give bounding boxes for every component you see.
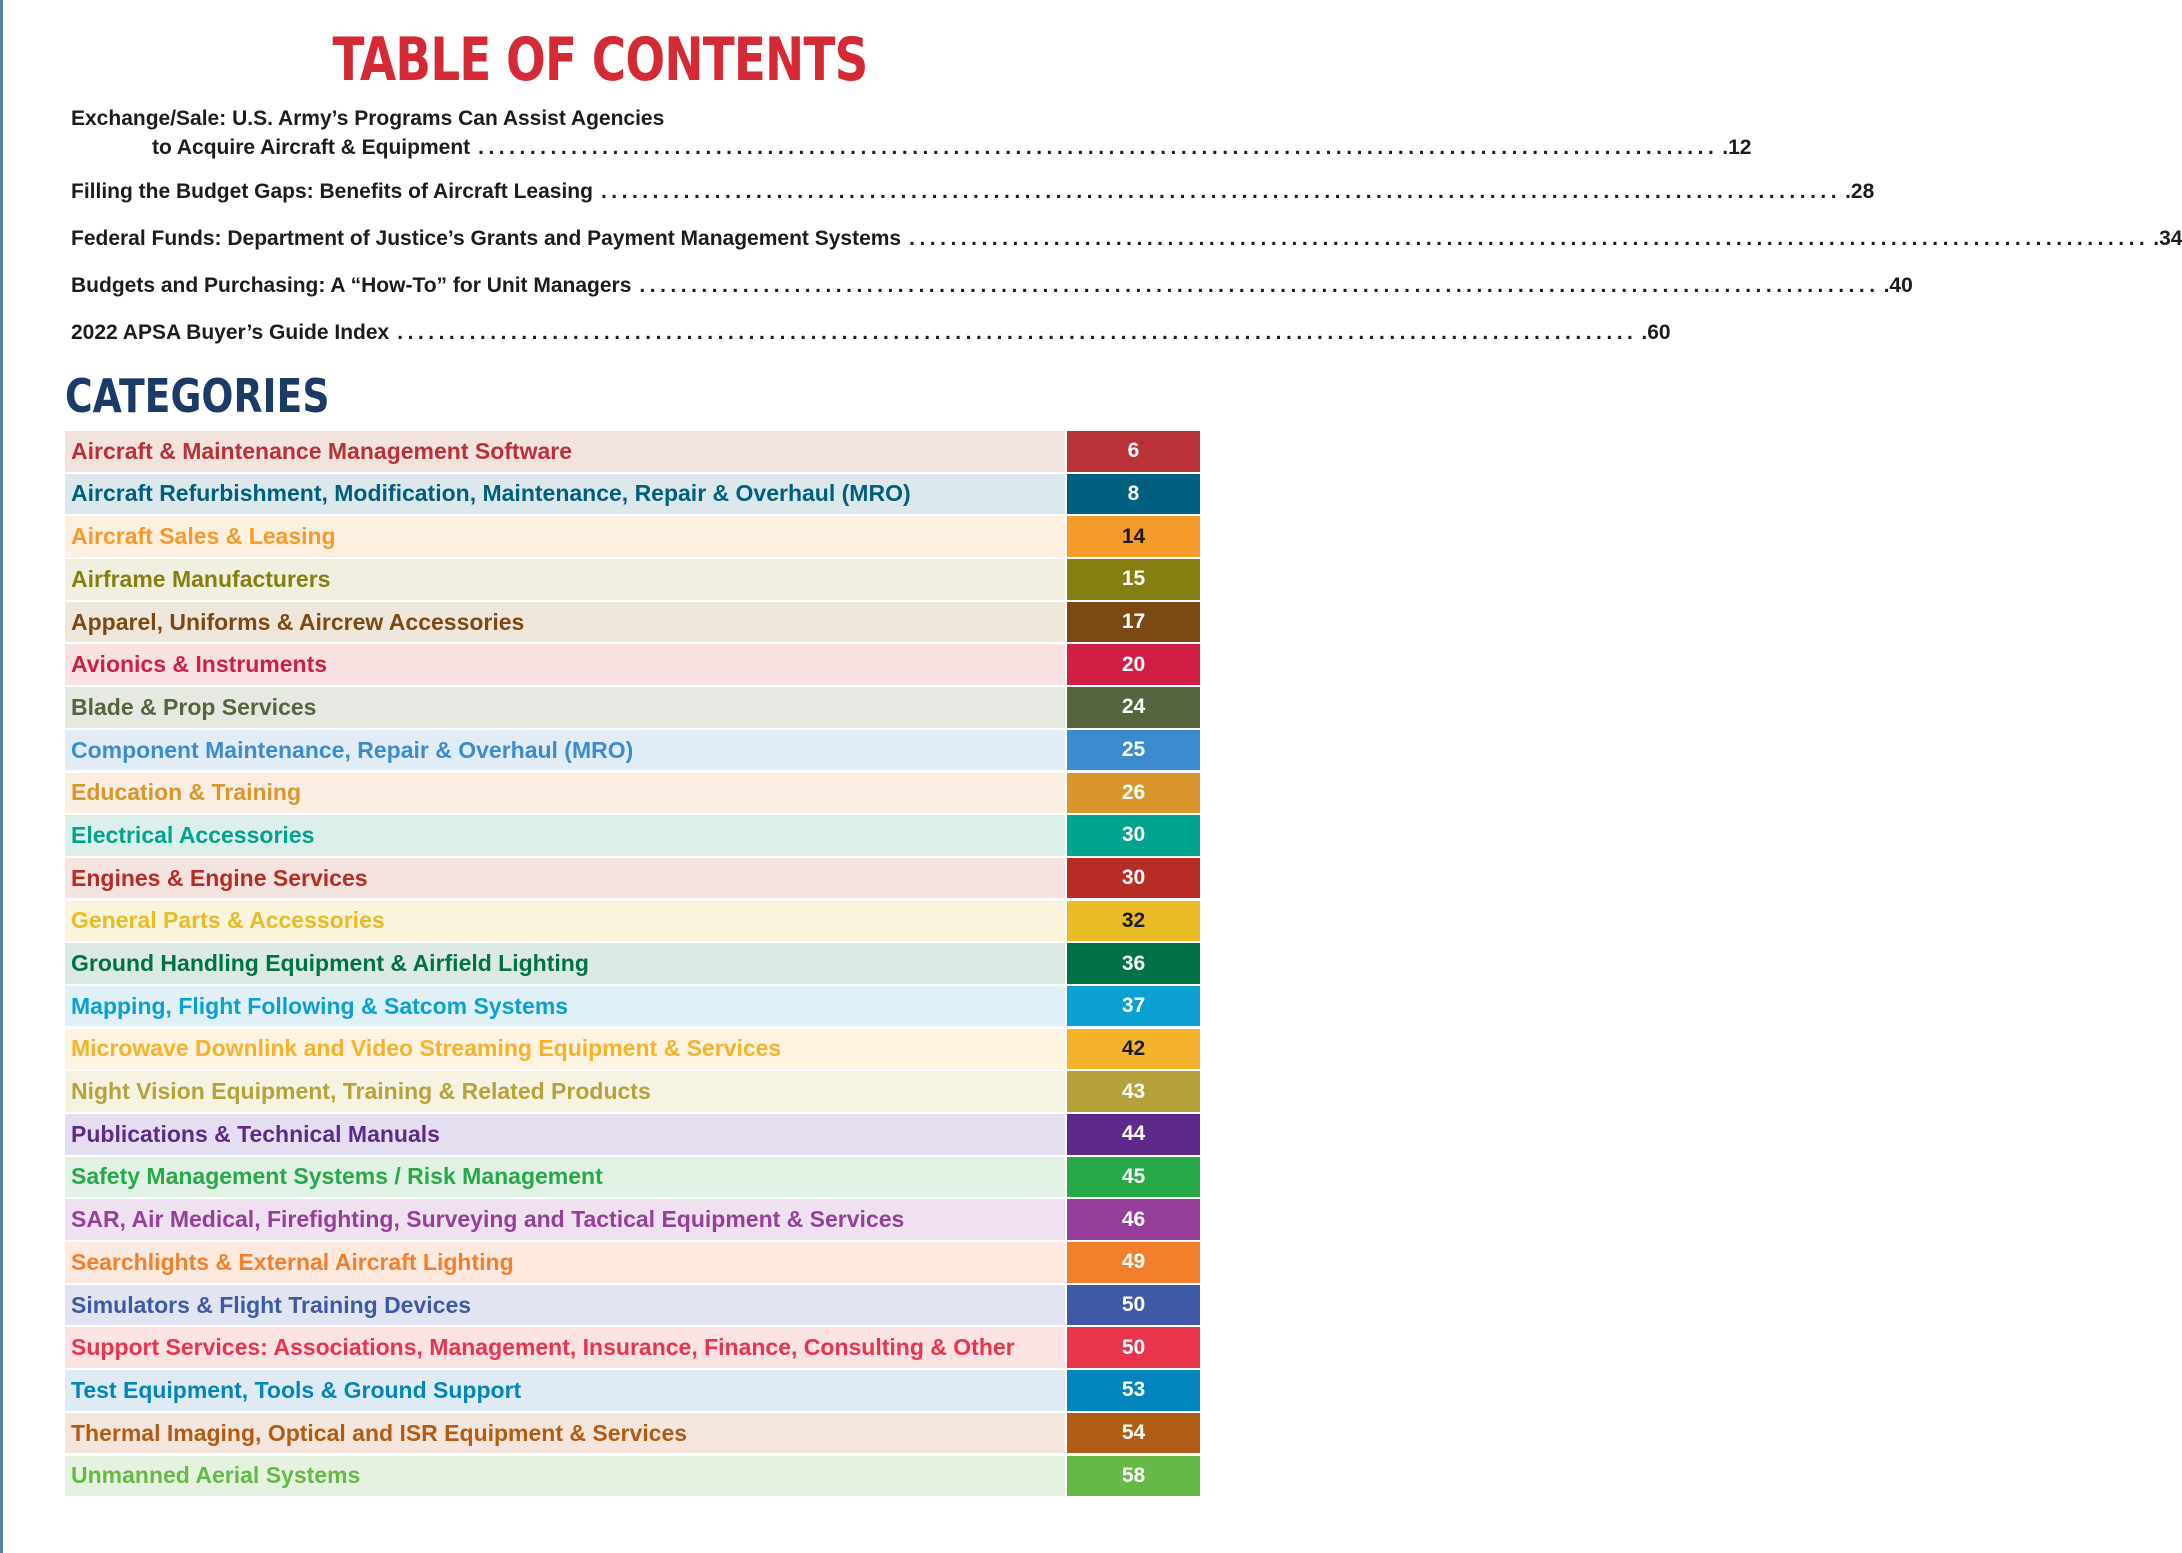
category-name: Night Vision Equipment, Training & Related Products	[65, 1071, 1065, 1112]
dot-leader: ........................................................................................................................	[478, 136, 1719, 159]
category-page-number: 54	[1067, 1413, 1200, 1454]
category-name: Engines & Engine Services	[65, 858, 1065, 899]
category-row[interactable]	[65, 986, 1200, 1027]
category-name: Simulators & Flight Training Devices	[65, 1285, 1065, 1326]
category-name: Microwave Downlink and Video Streaming Equipment & Services	[65, 1029, 1065, 1070]
category-name: Thermal Imaging, Optical and ISR Equipment & Services	[65, 1413, 1065, 1454]
category-page-number: 17	[1067, 602, 1200, 643]
category-page-number: 44	[1067, 1114, 1200, 1155]
category-row[interactable]	[65, 858, 1200, 899]
category-row[interactable]	[65, 815, 1200, 856]
toc-entry-title-cont: to Acquire Aircraft & Equipment	[152, 136, 471, 159]
category-name: Component Maintenance, Repair & Overhaul (MRO)	[65, 730, 1065, 771]
category-name: SAR, Air Medical, Firefighting, Surveying and Tactical Equipment & Services	[65, 1199, 1065, 1240]
toc-entry-line	[71, 271, 1913, 300]
categories-title: CATEGORIES	[65, 369, 330, 423]
category-row[interactable]	[65, 644, 1200, 685]
category-name: Aircraft Refurbishment, Modification, Maintenance, Repair & Overhaul (MRO)	[65, 474, 1065, 515]
toc-entry-line	[71, 133, 1752, 162]
category-row[interactable]	[65, 1029, 1200, 1070]
category-row[interactable]	[65, 1327, 1200, 1368]
category-page-number: 37	[1067, 986, 1200, 1027]
category-name: Airframe Manufacturers	[65, 559, 1065, 600]
toc-entry-page: .12	[1722, 136, 1752, 159]
category-name: General Parts & Accessories	[65, 901, 1065, 942]
category-row[interactable]	[65, 1157, 1200, 1198]
category-page-number: 46	[1067, 1199, 1200, 1240]
category-row[interactable]	[65, 773, 1200, 814]
category-row[interactable]	[65, 1285, 1200, 1326]
toc-entry-page: .34	[2153, 227, 2182, 250]
category-name: Unmanned Aerial Systems	[65, 1456, 1065, 1497]
category-row[interactable]	[65, 431, 1200, 472]
category-page-number: 20	[1067, 644, 1200, 685]
category-page-number: 26	[1067, 773, 1200, 814]
dot-leader: ........................................................................................................................	[600, 180, 1842, 203]
category-name: Ground Handling Equipment & Airfield Lighting	[65, 943, 1065, 984]
toc-entry[interactable]	[71, 318, 1671, 347]
toc-entry-title: Federal Funds: Department of Justice’s Grants and Payment Management Systems	[71, 227, 902, 250]
toc-entry-title: Exchange/Sale: U.S. Army’s Programs Can Assist Agencies	[71, 107, 665, 130]
category-row[interactable]	[65, 1413, 1200, 1454]
dot-leader: ........................................................................................................................	[639, 274, 1880, 297]
toc-entry-page: .28	[1845, 180, 1875, 203]
category-page-number: 50	[1067, 1327, 1200, 1368]
category-name: Avionics & Instruments	[65, 644, 1065, 685]
category-page-number: 25	[1067, 730, 1200, 771]
category-page-number: 30	[1067, 858, 1200, 899]
toc-entry-title: Filling the Budget Gaps: Benefits of Aircraft Leasing	[71, 180, 593, 203]
category-name: Aircraft & Maintenance Management Software	[65, 431, 1065, 472]
category-page-number: 36	[1067, 943, 1200, 984]
category-page-number: 58	[1067, 1456, 1200, 1497]
toc-entry-line	[71, 318, 1671, 347]
category-row[interactable]	[65, 602, 1200, 643]
category-page-number: 6	[1067, 431, 1200, 472]
category-page-number: 24	[1067, 687, 1200, 728]
category-row[interactable]	[65, 1370, 1200, 1411]
category-page-number: 50	[1067, 1285, 1200, 1326]
category-page-number: 53	[1067, 1370, 1200, 1411]
category-row[interactable]	[65, 1456, 1200, 1497]
toc-entry-title: 2022 APSA Buyer’s Guide Index	[71, 321, 390, 344]
category-name: Education & Training	[65, 773, 1065, 814]
category-page-number: 42	[1067, 1029, 1200, 1070]
toc-entry-line	[71, 177, 1875, 206]
toc-entry-page: .40	[1883, 274, 1913, 297]
category-row[interactable]	[65, 516, 1200, 557]
category-name: Blade & Prop Services	[65, 687, 1065, 728]
category-row[interactable]	[65, 1199, 1200, 1240]
category-page-number: 45	[1067, 1157, 1200, 1198]
category-page-number: 49	[1067, 1242, 1200, 1283]
dot-leader: ........................................................................................................................	[909, 227, 2150, 250]
category-name: Safety Management Systems / Risk Management	[65, 1157, 1065, 1198]
category-list	[65, 431, 1200, 1498]
category-name: Aircraft Sales & Leasing	[65, 516, 1065, 557]
category-row[interactable]	[65, 474, 1200, 515]
category-row[interactable]	[65, 730, 1200, 771]
category-row[interactable]	[65, 687, 1200, 728]
page-edge	[0, 0, 3, 1553]
category-name: Publications & Technical Manuals	[65, 1114, 1065, 1155]
category-page-number: 43	[1067, 1071, 1200, 1112]
category-name: Electrical Accessories	[65, 815, 1065, 856]
toc-entry[interactable]	[71, 177, 1875, 206]
toc-entry[interactable]	[71, 224, 2182, 253]
category-page-number: 15	[1067, 559, 1200, 600]
category-row[interactable]	[65, 943, 1200, 984]
category-row[interactable]	[65, 1242, 1200, 1283]
category-row[interactable]	[65, 901, 1200, 942]
toc-entry[interactable]	[71, 104, 1752, 162]
toc-entry-line	[71, 104, 1133, 133]
category-page-number: 14	[1067, 516, 1200, 557]
toc-entry[interactable]	[71, 271, 1913, 300]
category-name: Test Equipment, Tools & Ground Support	[65, 1370, 1065, 1411]
dot-leader: ........................................................................................................................	[397, 321, 1638, 344]
category-row[interactable]	[65, 1071, 1200, 1112]
category-row[interactable]	[65, 559, 1200, 600]
category-page-number: 8	[1067, 474, 1200, 515]
category-page-number: 32	[1067, 901, 1200, 942]
category-name: Apparel, Uniforms & Aircrew Accessories	[65, 602, 1065, 643]
category-page-number: 30	[1067, 815, 1200, 856]
toc-entry-line	[71, 224, 2182, 253]
category-name: Support Services: Associations, Management, Insurance, Finance, Consulting & Other	[65, 1327, 1065, 1368]
toc-list	[71, 104, 2182, 365]
toc-title: TABLE OF CONTENTS	[332, 25, 868, 95]
toc-entry-page: .60	[1641, 321, 1671, 344]
category-name: Mapping, Flight Following & Satcom Systems	[65, 986, 1065, 1027]
category-row[interactable]	[65, 1114, 1200, 1155]
category-name: Searchlights & External Aircraft Lighting	[65, 1242, 1065, 1283]
toc-entry-title: Budgets and Purchasing: A “How-To” for Unit Managers	[71, 274, 632, 297]
